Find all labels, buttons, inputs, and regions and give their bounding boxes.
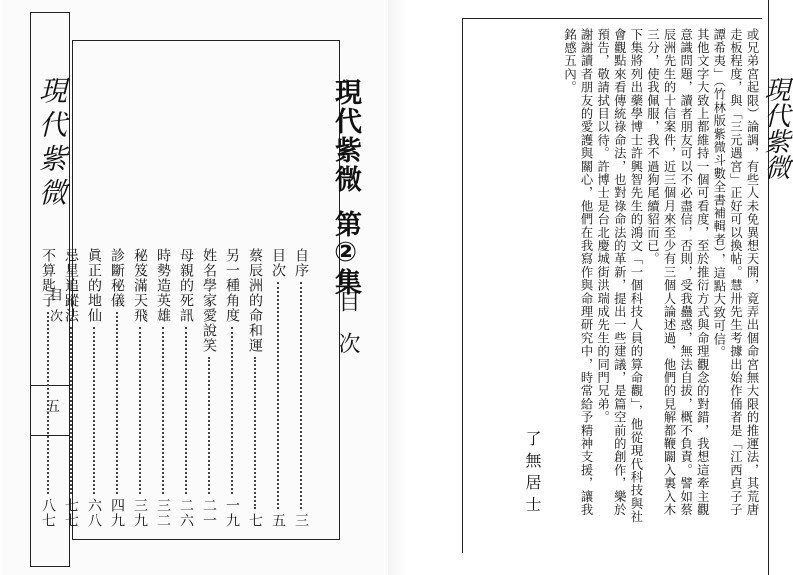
toc-entry[interactable] bbox=[151, 248, 174, 528]
spine-page-number: 五 bbox=[46, 399, 60, 415]
toc-leader-dots bbox=[139, 327, 141, 494]
toc-leader-dots bbox=[116, 312, 118, 494]
toc-leader-dots bbox=[231, 327, 233, 494]
toc-entry-page: 一九 bbox=[224, 498, 240, 528]
toc-entry-page: 六八 bbox=[86, 498, 102, 528]
toc-entry-title: 另一種角度 bbox=[224, 248, 240, 323]
toc-entry-title: 忌星追蹤法 bbox=[63, 248, 79, 323]
toc-leader-dots bbox=[254, 357, 256, 509]
toc-entry-title: 蔡辰洲的命和運 bbox=[247, 248, 263, 353]
toc-leader-dots bbox=[208, 357, 210, 494]
toc-entry-title: 不算匙子 bbox=[40, 248, 56, 308]
toc-leader-dots bbox=[47, 312, 49, 494]
toc-entry-page: 二一 bbox=[201, 498, 217, 528]
toc-entry-title: 診斷秘儀 bbox=[109, 248, 125, 308]
preface-paragraph: 謝謝讀者朋友的愛護與關心，他們在我寫作與命理研究中，時常給予精神支援，讓我銘感五內。 bbox=[562, 28, 594, 517]
preface-paragraph: 下集將列出藥學博士許興智先生的鴻文「一個科技人員的算命觀」，他從現代科技與社會觀點來看傳統祿命法，也對祿命法的革新，提出一些建議，是篇空前的創作，樂於預告，敬請拭目以待。許博士是台北慶城街洪瑞成先生的同門兄弟。 bbox=[595, 28, 643, 524]
toc-entry[interactable] bbox=[197, 248, 220, 528]
toc-entry-page: 二六 bbox=[178, 498, 194, 528]
toc-entry[interactable] bbox=[82, 248, 105, 528]
spine-title: 現代紫微 bbox=[35, 76, 68, 212]
right-spine-title: 現代紫微 bbox=[760, 76, 790, 180]
toc-entry[interactable] bbox=[220, 248, 243, 528]
book-gutter bbox=[388, 0, 438, 575]
toc-leader-dots bbox=[93, 327, 95, 494]
table-of-contents bbox=[40, 248, 312, 528]
toc-entry-title: 目次 bbox=[270, 248, 286, 278]
book-title: 現代紫微 bbox=[330, 78, 361, 194]
preface-text bbox=[476, 28, 760, 548]
toc-entry-page: 七七 bbox=[63, 498, 79, 528]
toc-entry-title: 姓名學家愛說笑 bbox=[201, 248, 217, 353]
toc-entry-title: 眞正的地仙 bbox=[86, 248, 102, 323]
toc-entry-page: 三九 bbox=[132, 498, 148, 528]
author-signature: 了無居士 bbox=[523, 430, 542, 518]
toc-entry[interactable] bbox=[128, 248, 151, 528]
toc-entry-title: 母親的死訊 bbox=[178, 248, 194, 323]
preface-paragraph: 其他文字大致上都維持一個可看度，至於推衍方式與命理觀念的對錯，我想這牽主觀意識問題，讀者朋友可以不必盡信，否則，受我蠱惑，無法自拔，概不負責。譬如蔡辰洲先生的十信案件，近三個月來至少有三個人論述過，他們的見解都鞭闢入裏入木三分，使我佩服，我不過狗尾續貂而已。 bbox=[645, 28, 710, 517]
toc-entry[interactable] bbox=[36, 248, 59, 528]
toc-entry[interactable] bbox=[174, 248, 197, 528]
toc-entry[interactable] bbox=[243, 248, 266, 528]
toc-heading: 目次 bbox=[335, 290, 360, 374]
toc-entry[interactable] bbox=[266, 248, 289, 528]
toc-entry-title: 秘笈滿天飛 bbox=[132, 248, 148, 323]
toc-entry[interactable] bbox=[105, 248, 128, 528]
spine-section-label: 目次 bbox=[47, 288, 62, 330]
toc-entry-page: 七 bbox=[247, 513, 263, 528]
toc-leader-dots bbox=[300, 282, 302, 509]
toc-leader-dots bbox=[162, 327, 164, 494]
toc-leader-dots bbox=[70, 327, 72, 494]
book-volume: 第②集 bbox=[330, 210, 361, 295]
toc-entry-page: 八七 bbox=[40, 498, 56, 528]
toc-entry-page: 三 bbox=[293, 513, 309, 528]
toc-entry-page: 四九 bbox=[109, 498, 125, 528]
toc-entry-page: 三二 bbox=[155, 498, 171, 528]
toc-entry-title: 自序 bbox=[293, 248, 309, 278]
toc-entry[interactable] bbox=[289, 248, 312, 528]
toc-entry-page: 五 bbox=[270, 513, 286, 528]
toc-leader-dots bbox=[277, 282, 279, 509]
toc-entry[interactable] bbox=[59, 248, 82, 528]
toc-leader-dots bbox=[185, 327, 187, 494]
preface-paragraph: 或兄弟宮起限）論調，有些人未免異想天開，竟弄出個命宮無大限的推運法，其荒唐走板程度，與「三元遇宮」正好可以換帖。慧卅先生考據出始作俑者是「江西貞子子譚希夷」（竹林版紫微斗數全書補輯者），這點大致可信。 bbox=[711, 28, 759, 517]
toc-entry-title: 時勢造英雄 bbox=[155, 248, 171, 323]
